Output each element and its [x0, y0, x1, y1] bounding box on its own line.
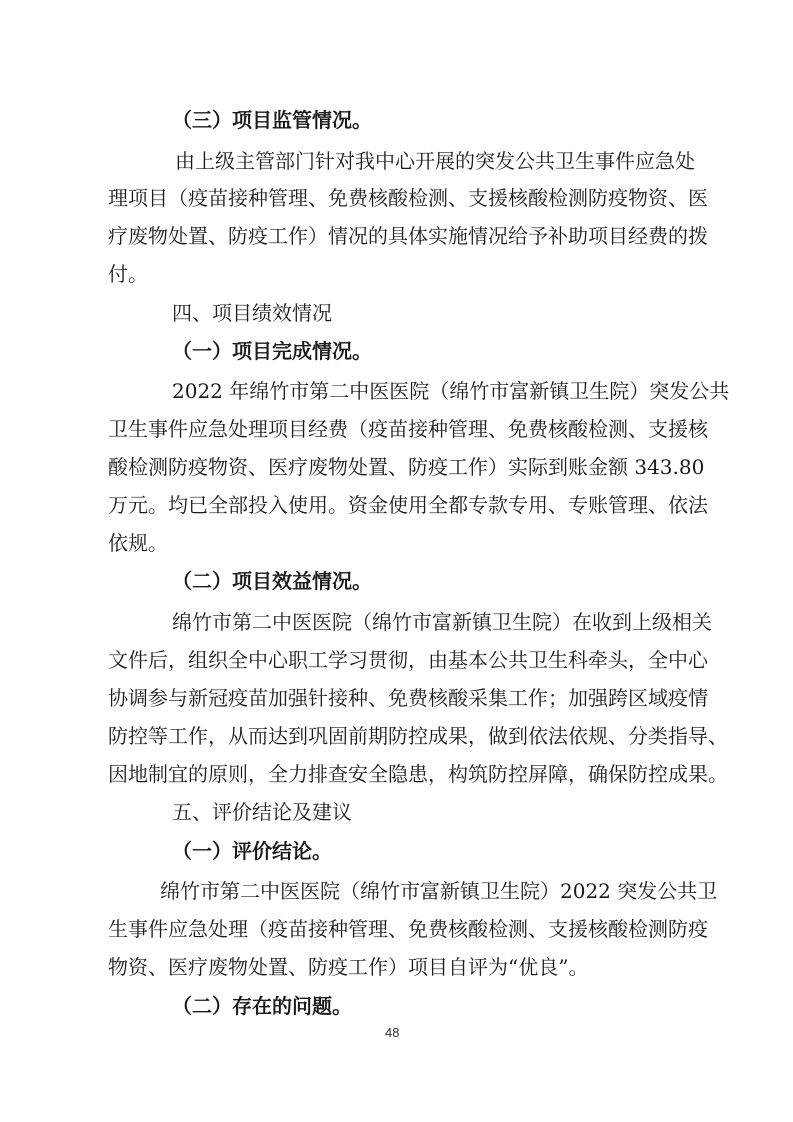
paragraph-line: 协调参与新冠疫苗加强针接种、免费核酸采集工作；加强跨区域疫情: [108, 686, 708, 710]
section-4-2-heading: （二）项目效益情况。: [172, 569, 372, 593]
section-5-1-heading: （一）评价结论。: [172, 839, 332, 863]
paragraph-line: 防控等工作，从而达到巩固前期防控成果，做到依法依规、分类指导、: [108, 724, 728, 748]
paragraph-line: 万元。均已全部投入使用。资金使用全都专款专用、专账管理、依法: [108, 493, 708, 517]
paragraph-line: 文件后，组织全中心职工学习贯彻，由基本公共卫生科牵头，全中心: [108, 648, 708, 672]
paragraph-line: 物资、医疗废物处置、防疫工作）项目自评为“优良”。: [108, 955, 589, 979]
paragraph-line: 由上级主管部门针对我中心开展的突发公共卫生事件应急处: [175, 149, 695, 173]
paragraph-line: 依规。: [108, 531, 168, 555]
section-3-3-heading: （三）项目监管情况。: [172, 108, 372, 132]
paragraph-line: 疗废物处置、防疫工作）情况的具体实施情况给予补助项目经费的拨: [108, 224, 708, 248]
section-5-heading: 五、评价结论及建议: [172, 800, 352, 824]
section-4-1-heading: （一）项目完成情况。: [172, 339, 372, 363]
paragraph-line: 绵竹市第二中医医院（绵竹市富新镇卫生院）在收到上级相关: [172, 610, 712, 634]
page-number: 48: [385, 1025, 400, 1040]
paragraph-line: 因地制宜的原则，全力排查安全隐患，构筑防控屏障，确保防控成果。: [108, 762, 728, 786]
section-4-heading: 四、项目绩效情况: [172, 301, 332, 325]
paragraph-line: 酸检测防疫物资、医疗废物处置、防疫工作）实际到账金额 343.80: [108, 455, 705, 479]
section-5-2-heading: （二）存在的问题。: [172, 994, 352, 1018]
paragraph-line: 2022 年绵竹市第二中医医院（绵竹市富新镇卫生院）突发公共: [172, 379, 730, 403]
paragraph-line: 绵竹市第二中医医院（绵竹市富新镇卫生院）2022 突发公共卫: [160, 879, 718, 903]
paragraph-line: 理项目（疫苗接种管理、免费核酸检测、支援核酸检测防疫物资、医: [108, 186, 708, 210]
paragraph-line: 卫生事件应急处理项目经费（疫苗接种管理、免费核酸检测、支援核: [108, 417, 708, 441]
paragraph-line: 付。: [108, 262, 148, 286]
paragraph-line: 生事件应急处理（疫苗接种管理、免费核酸检测、支援核酸检测防疫: [108, 917, 708, 941]
